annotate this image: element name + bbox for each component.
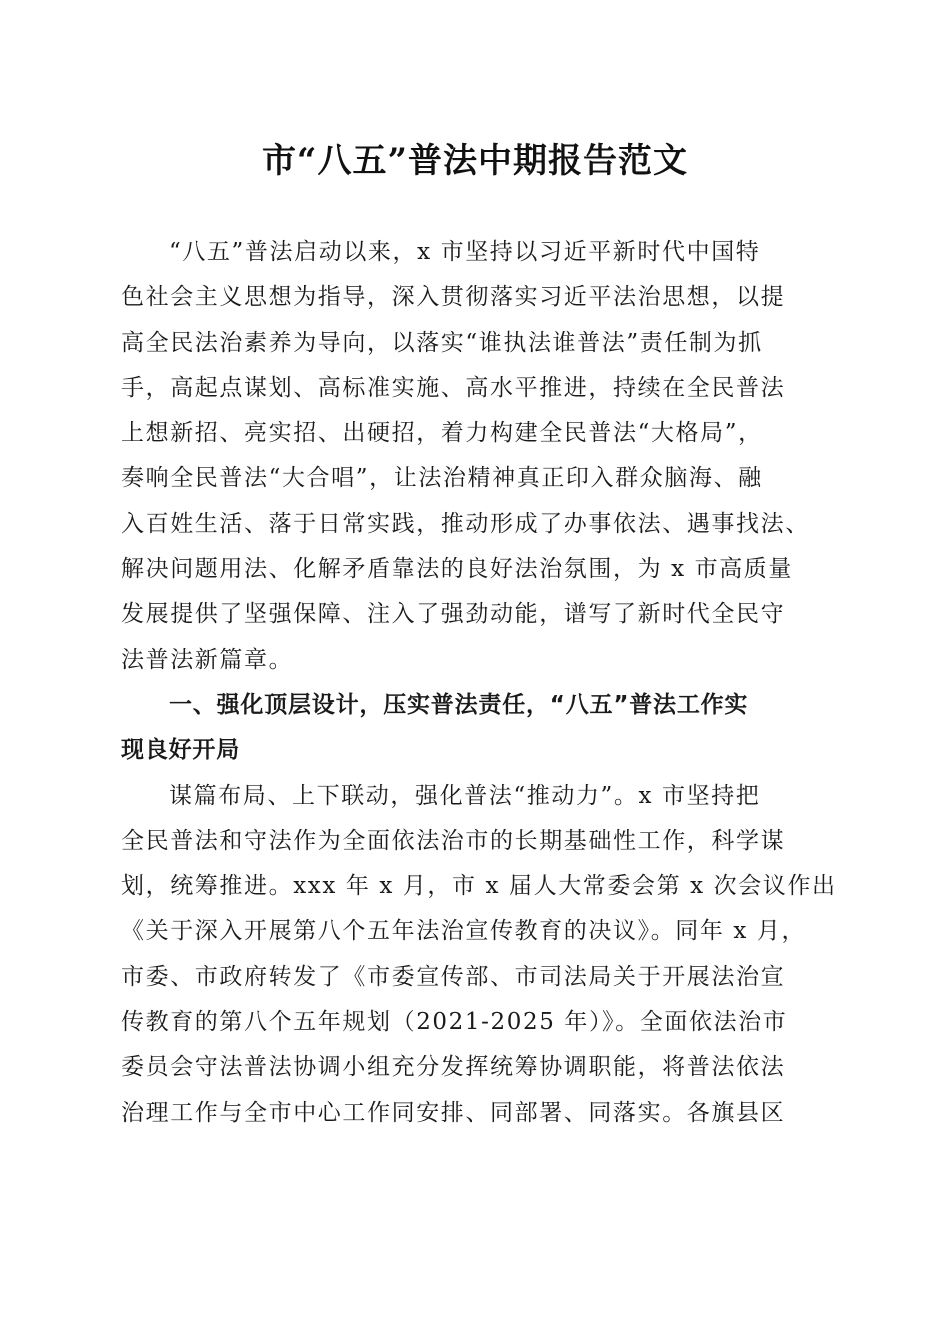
paragraph-line: “八五”普法启动以来，x 市坚持以习近平新时代中国特 [169, 239, 761, 265]
paragraph-line: 市委、市政府转发了《市委宣传部、市司法局关于开展法治宣 [121, 963, 786, 990]
paragraph-line: 发展提供了坚强保障、注入了强劲动能，谱写了新时代全民守 [121, 601, 786, 628]
paragraph-line: 传教育的第八个五年规划（2021-2025 年）》。全面依法治市 [121, 1009, 788, 1036]
paragraph-line: 委员会守法普法协调小组充分发挥统筹协调职能，将普法依法 [121, 1054, 786, 1081]
document-title: 市“八五”普法中期报告范文 [261, 141, 689, 181]
paragraph-line: 手，高起点谋划、高标准实施、高水平推进，持续在全民普法 [121, 374, 786, 401]
document-body [121, 230, 837, 1136]
paragraph-line: 高全民法治素养为导向，以落实“谁执法谁普法”责任制为抓 [121, 329, 763, 356]
paragraph-line: 谋篇布局、上下联动，强化普法“推动力”。x 市坚持把 [169, 782, 761, 809]
paragraph-line: 入百姓生活、落于日常实践，推动形成了办事依法、遇事找法、 [121, 510, 810, 537]
section-heading-line: 现良好开局 [121, 737, 240, 764]
paragraph-line: 法普法新篇章。 [121, 646, 294, 673]
paragraph-line: 奏响全民普法“大合唱”，让法治精神真正印入群众脑海、融 [121, 465, 763, 492]
paragraph-line: 色社会主义思想为指导，深入贯彻落实习近平法治思想，以提 [121, 284, 786, 311]
paragraph-line: 全民普法和守法作为全面依法治市的长期基础性工作，科学谋 [121, 827, 786, 854]
section-heading-line: 一、强化顶层设计，压实普法责任，“八五”普法工作实 [169, 691, 749, 718]
paragraph-line: 治理工作与全市中心工作同安排、同部署、同落实。各旗县区 [121, 1099, 786, 1126]
paragraph-line: 上想新招、亮实招、出硬招，着力构建全民普法“大格局”， [121, 420, 763, 447]
paragraph-line: 解决问题用法、化解矛盾靠法的良好法治氛围，为 x 市高质量 [121, 556, 793, 583]
paragraph-line: 《关于深入开展第八个五年法治宣传教育的决议》。同年 x 月， [121, 918, 807, 945]
paragraph-line: 划，统筹推进。xxx 年 x 月，市 x 届人大常委会第 x 次会议作出 [121, 873, 837, 900]
